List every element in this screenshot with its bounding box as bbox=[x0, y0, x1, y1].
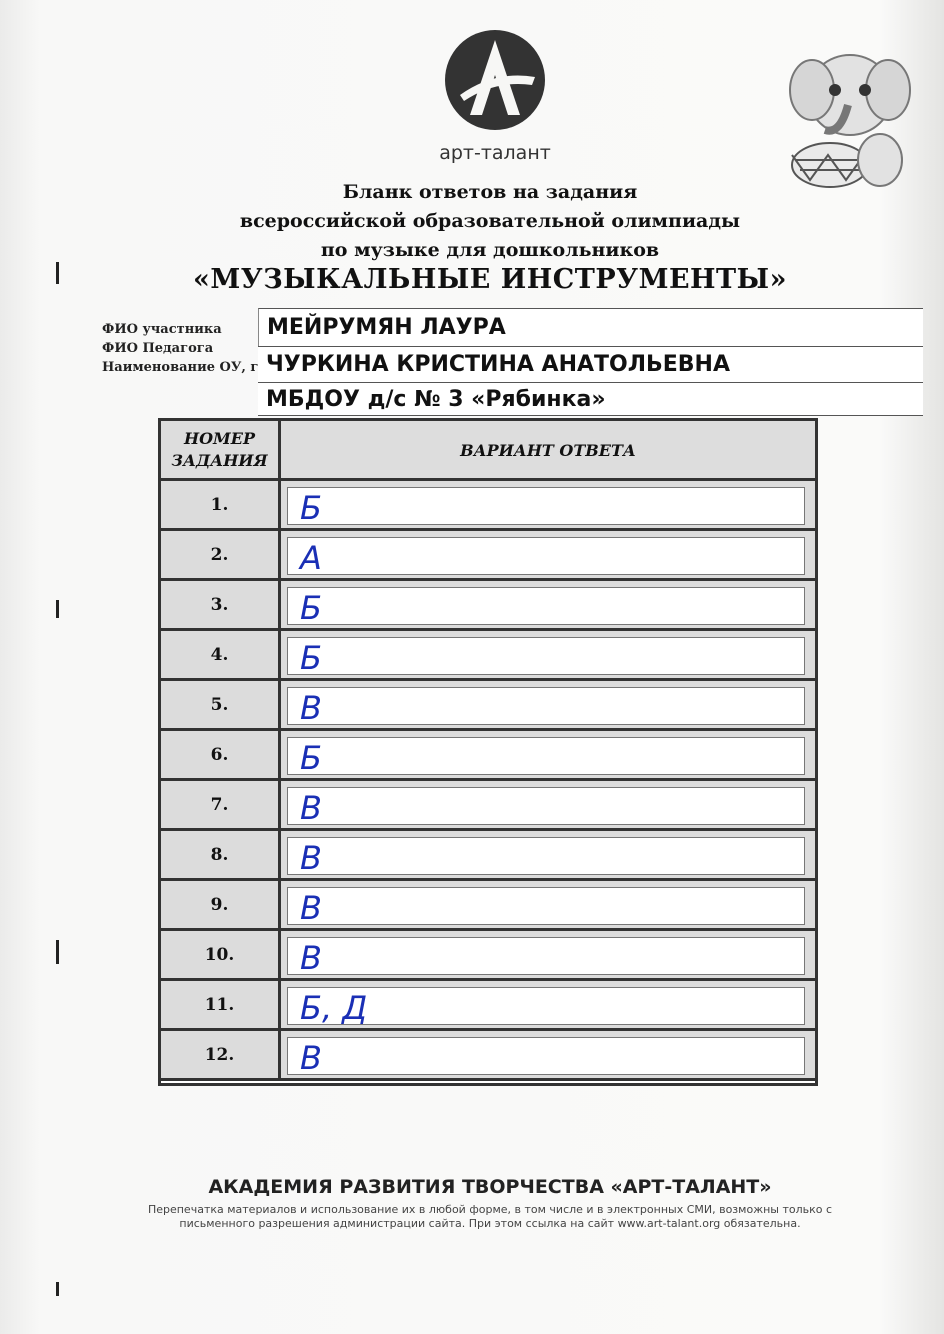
task-number: 12. bbox=[161, 1031, 281, 1081]
handwritten-answer: Б bbox=[300, 639, 322, 677]
answer-box bbox=[287, 937, 805, 975]
task-number: 1. bbox=[161, 481, 281, 531]
copyright-note-line-2: письменного разрешения администрации сайта. При этом ссылка на сайт www.art-talant.org обязательна. bbox=[179, 1217, 801, 1230]
answer-variant-header: ВАРИАНТ ОТВЕТА bbox=[281, 421, 815, 481]
answer-box bbox=[287, 1037, 805, 1075]
task-number: 10. bbox=[161, 931, 281, 981]
art-talant-logo-icon bbox=[440, 25, 550, 135]
edge-mark bbox=[56, 600, 59, 618]
table-row bbox=[161, 631, 815, 681]
handwritten-answer: В bbox=[300, 789, 322, 827]
answer-cell bbox=[281, 931, 815, 981]
subtitle-line-2: всероссийской образовательной олимпиады bbox=[239, 210, 741, 232]
handwritten-answer: В bbox=[300, 1039, 322, 1077]
table-row bbox=[161, 581, 815, 631]
edge-mark bbox=[56, 1282, 59, 1296]
answer-box bbox=[287, 687, 805, 725]
answer-cell bbox=[281, 531, 815, 581]
brand-name: арт-талант bbox=[439, 142, 551, 164]
organization-field: МБДОУ д/с № 3 «Рябинка» bbox=[258, 382, 923, 416]
teacher-label: ФИО Педагога bbox=[102, 341, 214, 356]
table-row bbox=[161, 531, 815, 581]
table-row bbox=[161, 681, 815, 731]
handwritten-answer: Б, Д bbox=[300, 989, 368, 1027]
participant-name-field: МЕЙРУМЯН ЛАУРА bbox=[258, 308, 923, 346]
subtitle-line-1: Бланк ответов на задания bbox=[342, 181, 638, 203]
task-number: 6. bbox=[161, 731, 281, 781]
answer-box bbox=[287, 787, 805, 825]
task-number-header bbox=[161, 421, 281, 481]
olympiad-title: «МУЗЫКАЛЬНЫЕ ИНСТРУМЕНТЫ» bbox=[193, 264, 787, 295]
answer-cell bbox=[281, 831, 815, 881]
answer-cell bbox=[281, 681, 815, 731]
table-row bbox=[161, 781, 815, 831]
form-subtitle bbox=[150, 178, 830, 265]
task-number: 11. bbox=[161, 981, 281, 1031]
edge-mark bbox=[56, 262, 59, 284]
answer-table bbox=[158, 418, 818, 1086]
org-label: Наименование ОУ, г bbox=[102, 360, 259, 375]
task-number-header-line-1: НОМЕР bbox=[184, 429, 255, 448]
academy-footer-title: АКАДЕМИЯ РАЗВИТИЯ ТВОРЧЕСТВА «АРТ-ТАЛАНТ» bbox=[208, 1176, 772, 1198]
copyright-note-line-1: Перепечатка материалов и использование их в любой форме, в том числе и в электронных СМИ, возможны только с bbox=[147, 1203, 833, 1216]
answer-box bbox=[287, 637, 805, 675]
answer-box bbox=[287, 987, 805, 1025]
answer-cell bbox=[281, 881, 815, 931]
answer-box bbox=[287, 887, 805, 925]
participant-label: ФИО участника bbox=[102, 322, 222, 337]
handwritten-answer: В bbox=[300, 889, 322, 927]
answer-box bbox=[287, 737, 805, 775]
answer-box bbox=[287, 837, 805, 875]
table-header bbox=[161, 421, 815, 481]
task-number: 4. bbox=[161, 631, 281, 681]
table-row bbox=[161, 881, 815, 931]
answer-cell bbox=[281, 481, 815, 531]
answer-box bbox=[287, 487, 805, 525]
table-row bbox=[161, 931, 815, 981]
table-row bbox=[161, 731, 815, 781]
task-number: 5. bbox=[161, 681, 281, 731]
handwritten-answer: В bbox=[300, 839, 322, 877]
task-number-header-line-2: ЗАДАНИЯ bbox=[171, 451, 268, 470]
task-number: 7. bbox=[161, 781, 281, 831]
handwritten-answer: Б bbox=[300, 589, 322, 627]
answer-cell bbox=[281, 1031, 815, 1081]
field-labels bbox=[102, 320, 258, 377]
task-number: 8. bbox=[161, 831, 281, 881]
table-row bbox=[161, 481, 815, 531]
teacher-name-field: ЧУРКИНА КРИСТИНА АНАТОЛЬЕВНА bbox=[258, 346, 923, 382]
task-number: 3. bbox=[161, 581, 281, 631]
answer-cell bbox=[281, 731, 815, 781]
handwritten-answer: А bbox=[300, 539, 322, 577]
task-number: 9. bbox=[161, 881, 281, 931]
table-row bbox=[161, 1031, 815, 1081]
handwritten-answer: Б bbox=[300, 739, 322, 777]
answer-cell bbox=[281, 981, 815, 1031]
table-row bbox=[161, 981, 815, 1031]
answer-cell bbox=[281, 781, 815, 831]
answer-cell bbox=[281, 581, 815, 631]
subtitle-line-3: по музыке для дошкольников bbox=[320, 239, 660, 261]
copyright-note bbox=[120, 1203, 860, 1231]
answer-box bbox=[287, 537, 805, 575]
handwritten-answer: Б bbox=[300, 489, 322, 527]
handwritten-answer: В bbox=[300, 689, 322, 727]
elephant-drummer-icon bbox=[770, 20, 920, 200]
answer-cell bbox=[281, 631, 815, 681]
edge-mark bbox=[56, 940, 59, 964]
answer-box bbox=[287, 587, 805, 625]
handwritten-answer: В bbox=[300, 939, 322, 977]
task-number: 2. bbox=[161, 531, 281, 581]
table-row bbox=[161, 831, 815, 881]
